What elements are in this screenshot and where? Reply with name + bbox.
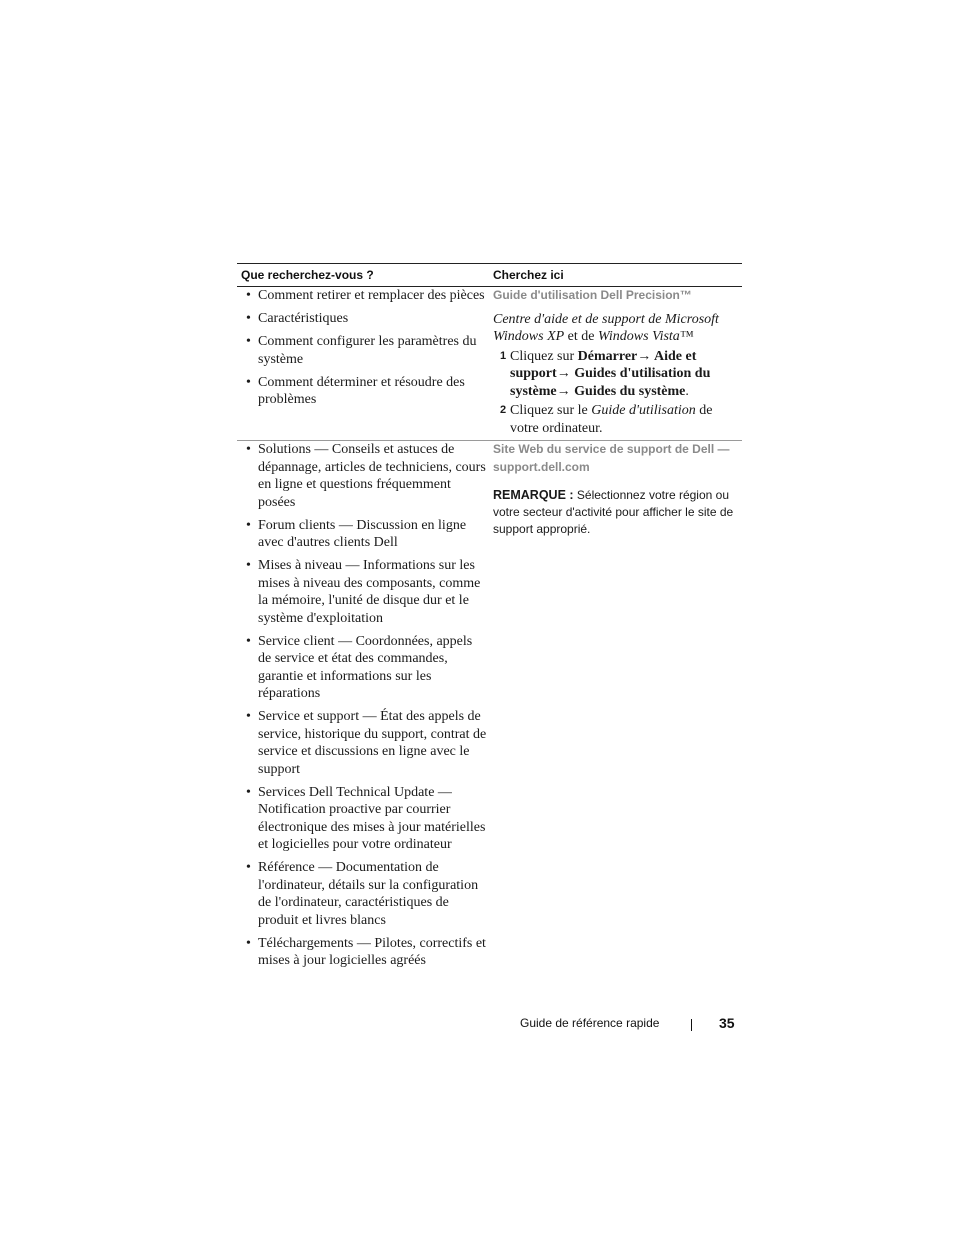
list-item: • Services Dell Technical Update — Notification proactive par courrier électronique des mises à jour matérielles et logicielles pour votre ordinateur — [246, 784, 486, 852]
table-header-row — [237, 263, 742, 287]
page-number: 35 — [719, 1015, 735, 1031]
arrow-icon: → — [556, 366, 571, 381]
list-item: • Comment déterminer et résoudre des problèmes — [246, 374, 465, 407]
list-item: • Téléchargements — Pilotes, correctifs et mises à jour logicielles agréés — [246, 935, 486, 968]
steps-list — [493, 348, 742, 438]
page-footer — [520, 1014, 740, 1034]
row2-sources — [493, 441, 742, 975]
list-item: • Caractéristiques — [246, 311, 349, 326]
step-1: 1 Cliquez sur Démarrer→ Aide et support→ Guides d'utilisation du système→ Guides du système. — [500, 348, 711, 399]
list-item: • Référence — Documentation de l'ordinateur, détails sur la configuration de l'ordinateur, caractéristiques de produit et livres blancs — [246, 860, 479, 928]
arrow-icon: → — [637, 348, 652, 364]
topic-list — [237, 441, 493, 970]
header-what-you-search: Que recherchez-vous ? — [241, 268, 374, 282]
row2-topics — [237, 441, 493, 975]
list-item: • Service et support — État des appels de service, historique du support, contrat de service et discussions en ligne avec le support — [246, 709, 487, 777]
footer-separator — [691, 1019, 692, 1031]
bullet-icon: • — [246, 442, 251, 457]
bullet-icon: • — [246, 784, 251, 800]
footer-title: Guide de référence rapide — [520, 1016, 660, 1030]
source-title-user-guide: Guide d'utilisation Dell Precision™ — [493, 288, 692, 302]
list-item: • Solutions — Conseils et astuces de dépannage, articles de techniciens, cours en ligne et questions fréquemment posées — [246, 442, 486, 510]
list-item: • Comment configurer les paramètres du système — [246, 334, 477, 367]
bullet-icon: • — [246, 334, 251, 349]
bullet-icon: • — [246, 288, 251, 303]
info-table — [237, 263, 742, 975]
bullet-icon: • — [246, 709, 251, 724]
list-item: • Mises à niveau — Informations sur les mises à niveau des composants, comme la mémoire, l'unité de disque dur et le système d'exploitation — [246, 558, 481, 626]
step-2: 2 Cliquez sur le Guide d'utilisation de votre ordinateur. — [500, 403, 713, 436]
help-center-intro: Centre d'aide et de support de Microsoft Windows XP et de Windows Vista™ — [493, 311, 719, 344]
table-row — [237, 441, 742, 975]
header-look-here: Cherchez ici — [493, 268, 564, 282]
row1-sources — [493, 287, 742, 440]
bullet-icon: • — [246, 517, 251, 533]
note-block — [493, 487, 742, 539]
list-item: • Service client — Coordonnées, appels de service et état des commandes, garantie et informations sur les réparations — [246, 633, 473, 701]
note-label: REMARQUE : — [493, 488, 574, 502]
topic-list — [237, 287, 493, 409]
list-item: • Forum clients — Discussion en ligne avec d'autres clients Dell — [246, 517, 467, 550]
bullet-icon: • — [246, 633, 251, 649]
note-text: Sélectionnez votre région ou votre secteur d'activité pour afficher le site de support approprié. — [493, 488, 734, 537]
row1-topics — [237, 287, 493, 440]
table-row — [237, 287, 742, 441]
bullet-icon: • — [246, 558, 251, 573]
arrow-icon: → — [556, 383, 571, 399]
bullet-icon: • — [246, 374, 251, 390]
list-item: • Comment retirer et remplacer des pièces — [246, 288, 485, 303]
bullet-icon: • — [246, 860, 251, 875]
bullet-icon: • — [246, 311, 251, 326]
source-title-support-site: Site Web du service de support de Dell — support.dell.com — [493, 442, 730, 474]
bullet-icon: • — [246, 935, 251, 951]
